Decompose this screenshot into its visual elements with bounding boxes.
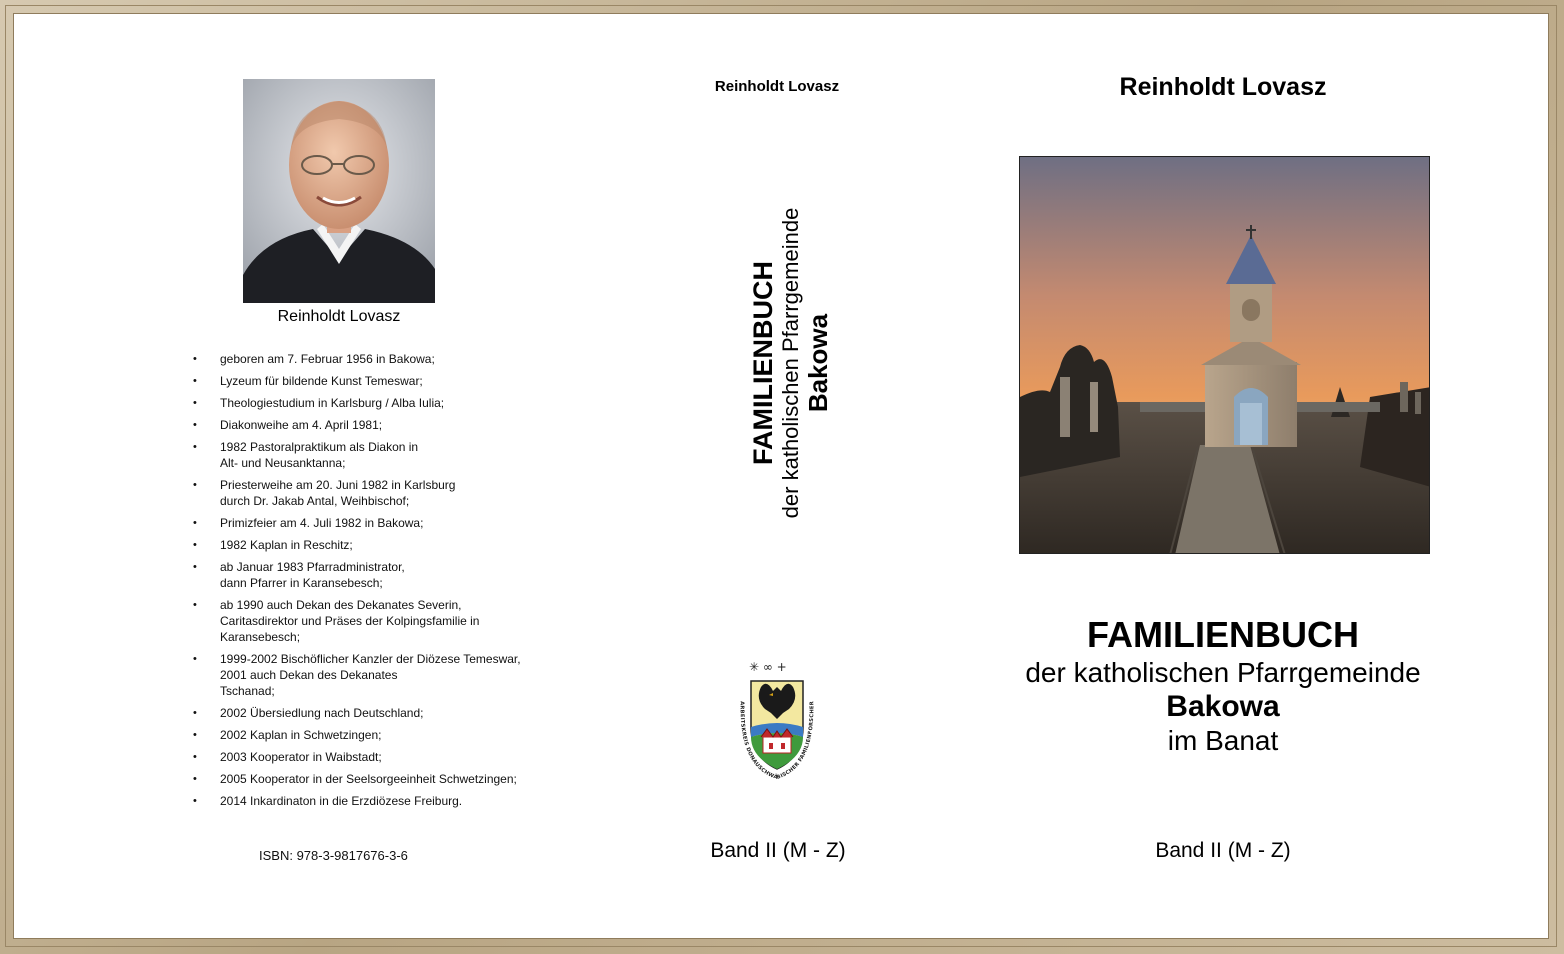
front-volume-label: Band II (M - Z)	[1155, 839, 1291, 862]
bio-item: • 2005 Kooperator in der Seelsorgeeinheit Schwetzingen;	[193, 771, 593, 787]
front-title-region: im Banat	[1167, 725, 1279, 756]
svg-text:✳ ∞ +: ✳ ∞ +	[749, 660, 787, 674]
author-caption: Reinholdt Lovasz	[277, 308, 401, 325]
spine-title-main: FAMILIENBUCH	[748, 261, 778, 465]
logo-ring-text: ARBEITSKREIS DONAUSCHWÄBISCHER FAMILIENFORSCHER	[738, 700, 816, 781]
bio-item: • Theologiestudium in Karlsburg / Alba Iulia;	[193, 395, 593, 411]
bio-item: • Lyzeum für bildende Kunst Temeswar;	[193, 373, 593, 389]
front-author: Reinholdt Lovasz	[1119, 73, 1327, 101]
front-title-main: FAMILIENBUCH	[1087, 614, 1359, 655]
front-title-sub: der katholischen Pfarrgemeinde	[1025, 657, 1421, 688]
bio-item: • Priesterweihe am 20. Juni 1982 in Karlsburg durch Dr. Jakab Antal, Weihbischof;	[193, 477, 593, 509]
spine-volume-label: Band II (M - Z)	[710, 839, 846, 862]
bio-item: • 2014 Inkardinaton in die Erzdiözese Freiburg.	[193, 793, 593, 809]
bio-item: • ab 1990 auch Dekan des Dekanates Severin, Caritasdirektor und Präses der Kolpingsfamilie in Karansebesch;	[193, 597, 593, 645]
biography-list	[193, 351, 593, 815]
bio-item: • Diakonweihe am 4. April 1981;	[193, 417, 593, 433]
chapel-photo	[1019, 156, 1430, 554]
spine-author: Reinholdt Lovasz	[714, 78, 840, 95]
spine-title-sub: der katholischen Pfarrgemeinde	[778, 207, 803, 519]
spine-title-place: Bakowa	[803, 313, 833, 413]
front-title-place: Bakowa	[1166, 690, 1280, 723]
bio-item: • 2002 Übersiedlung nach Deutschland;	[193, 705, 593, 721]
bio-item: • 1982 Pastoralpraktikum als Diakon in Alt- und Neusanktanna;	[193, 439, 593, 471]
author-portrait	[243, 79, 435, 303]
bio-item: • ab Januar 1983 Pfarradministrator, dann Pfarrer in Karansebesch;	[193, 559, 593, 591]
isbn-number: ISBN: 978-3-9817676-3-6	[259, 848, 408, 863]
book-cover-spread	[13, 13, 1549, 939]
bio-item: • 2003 Kooperator in Waibstadt;	[193, 749, 593, 765]
front-title	[993, 613, 1453, 757]
bio-item: • 1982 Kaplan in Reschitz;	[193, 537, 593, 553]
bio-item: • geboren am 7. Februar 1956 in Bakowa;	[193, 351, 593, 367]
bio-item: • Primizfeier am 4. Juli 1982 in Bakowa;	[193, 515, 593, 531]
society-logo-emblem	[727, 657, 827, 789]
bio-item: • 2002 Kaplan in Schwetzingen;	[193, 727, 593, 743]
bio-item: • 1999-2002 Bischöflicher Kanzler der Diözese Temeswar, 2001 auch Dekan des Dekanates Tschanad;	[193, 651, 593, 699]
